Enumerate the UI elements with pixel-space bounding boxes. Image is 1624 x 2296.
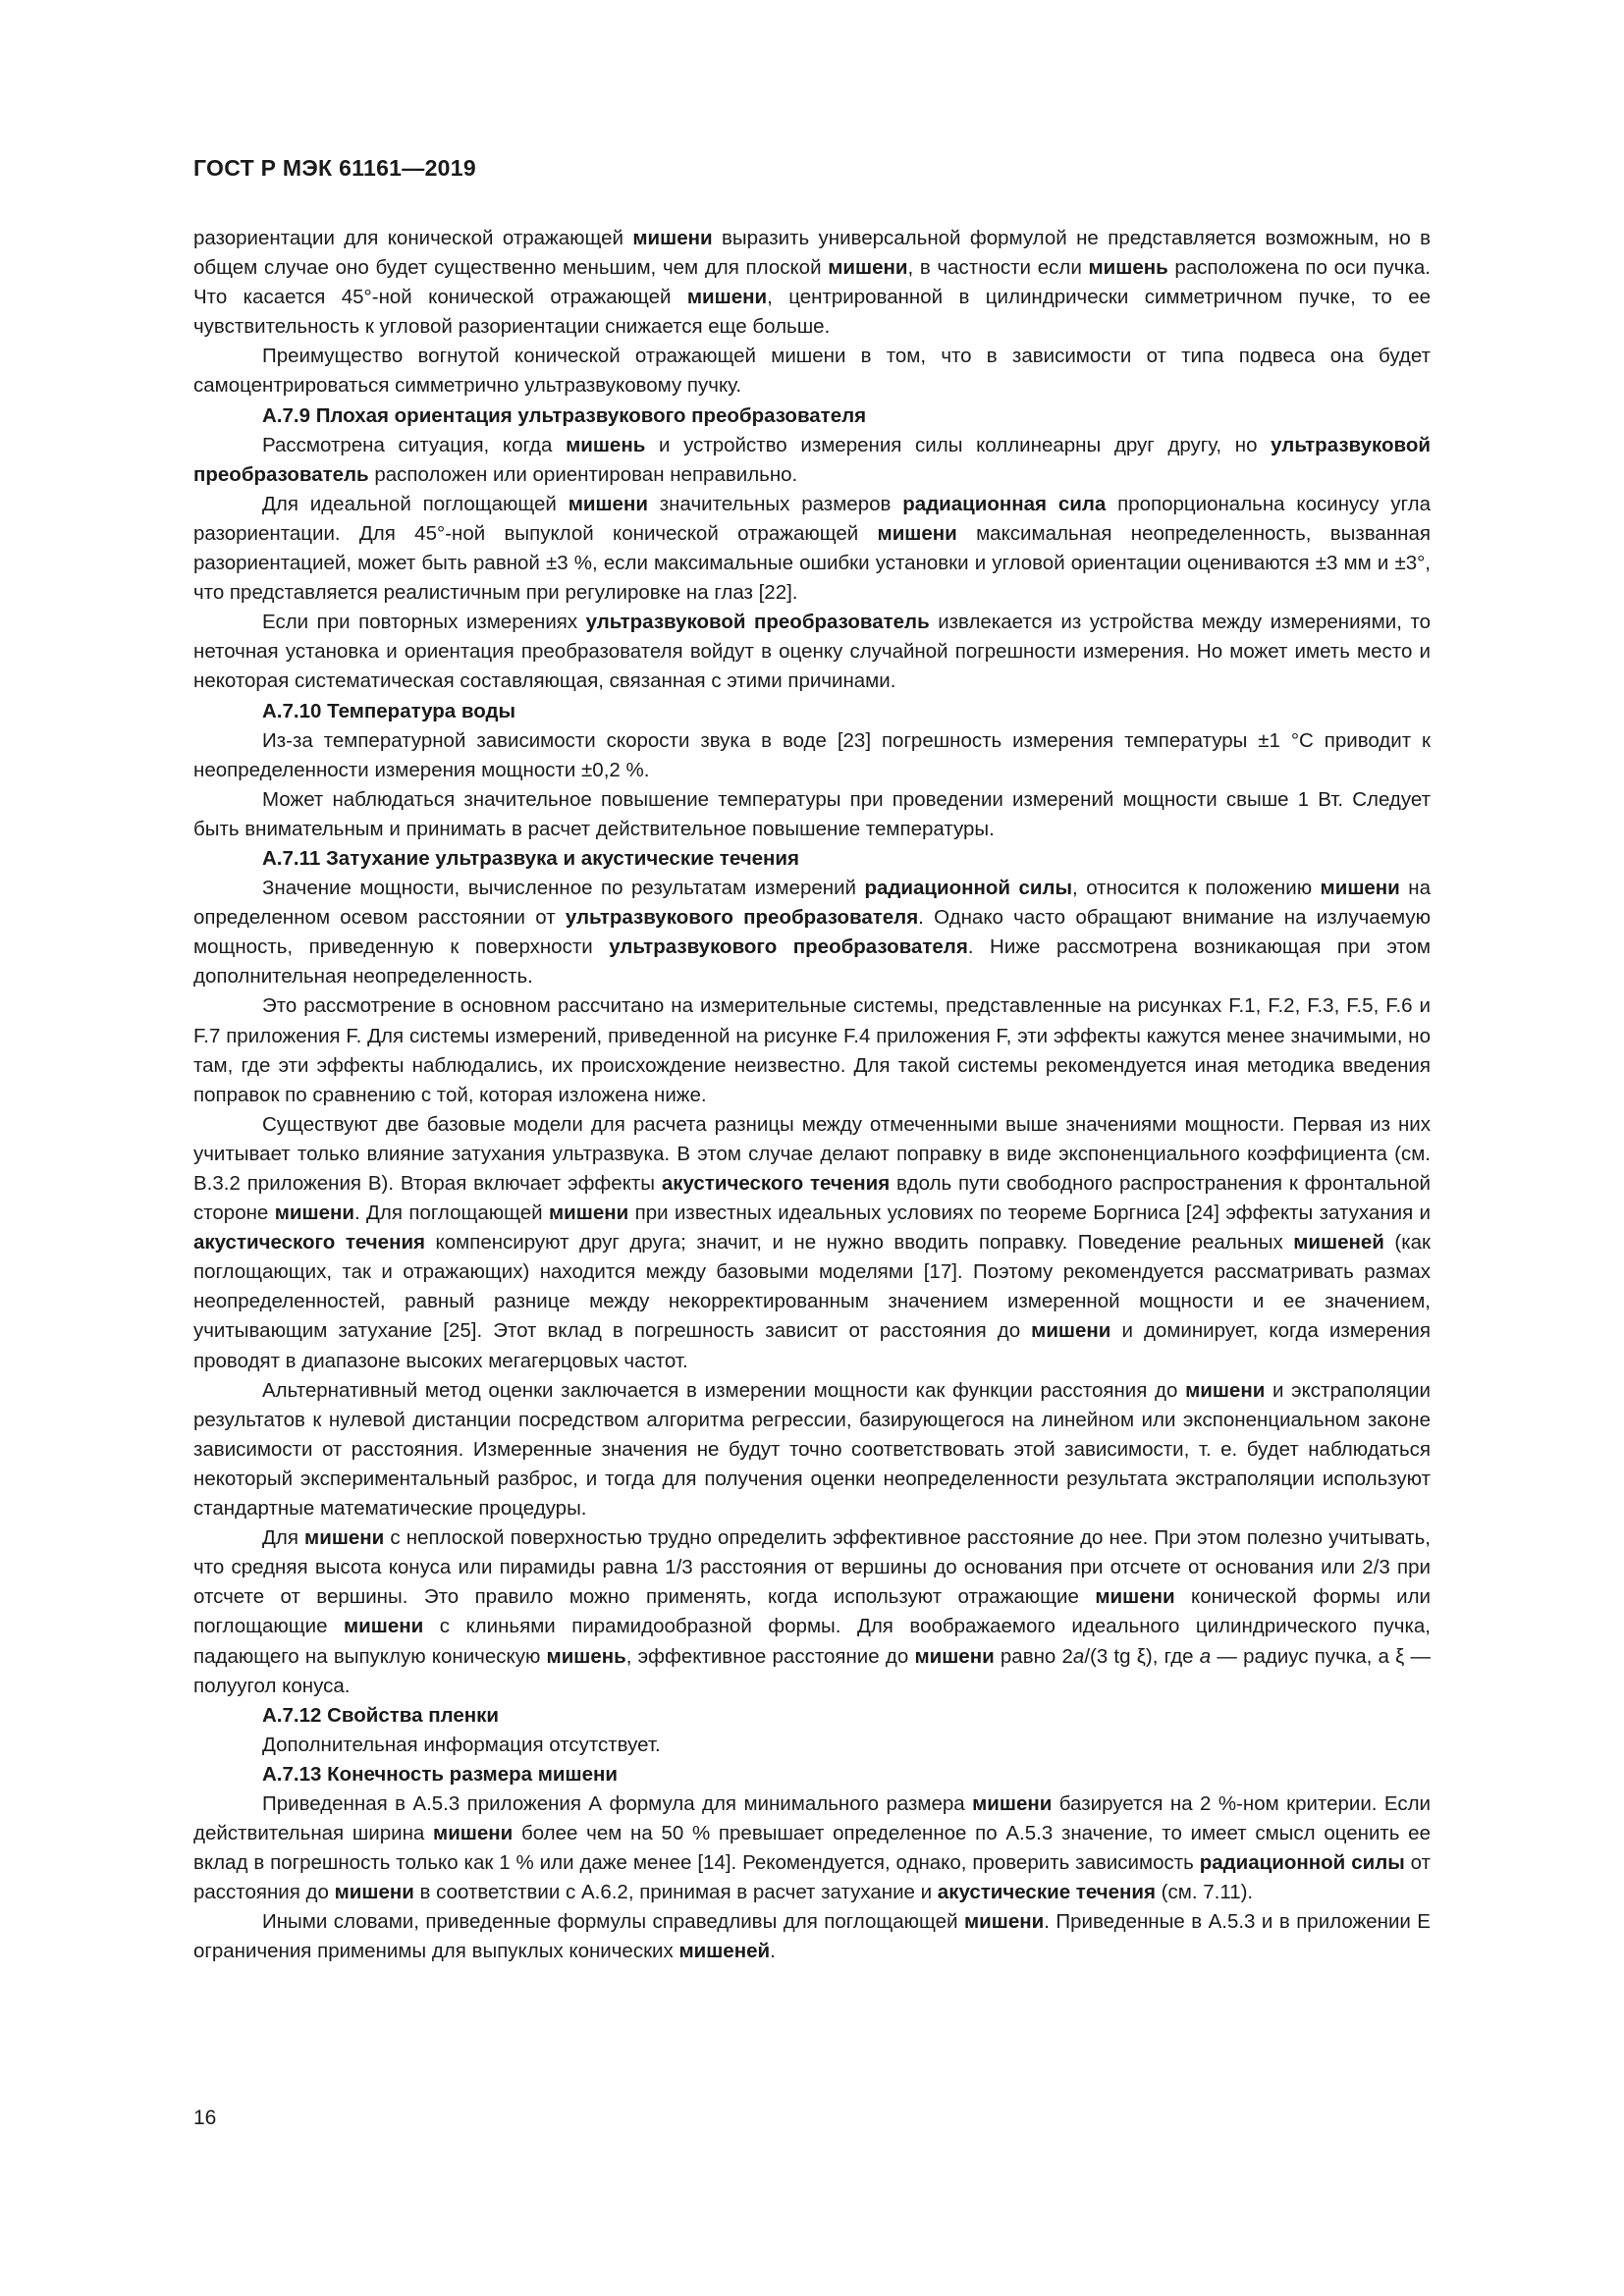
paragraph: разориентации для конической отражающей мишени выразить универсальной формулой не представляется возможным, но в общем случае оно будет существенно меньшим, чем для плоской мишени, в частности если мишень расположена по оси пучка. Что касается 45°-ной конической отражающей мишени, центрированной в цилиндрически симметричном пучке, то ее чувствительность к угловой разориентации снижается еще больше.: [193, 227, 1431, 339]
section-heading: А.7.13 Конечность размера мишени: [262, 1762, 618, 1786]
document-body: [193, 224, 1431, 1967]
paragraph: Значение мощности, вычисленное по результатам измерений радиационной силы, относится к положению мишени на определенном осевом расстоянии от ультразвукового преобразователя. Однако часто обращают внимание на излучаемую мощность, приведенную к поверхности ультразвукового преобразователя. Ниже рассмотрена возникающая при этом дополнительная неопределенность.: [193, 877, 1431, 988]
paragraph: Это рассмотрение в основном рассчитано на измерительные системы, представленные на рисунках F.1, F.2, F.3, F.5, F.6 и F.7 приложения F. Для системы измерений, приведенной на рисунке F.4 приложения F, эти эффекты кажутся менее значимыми, но там, где эти эффекты наблюдались, их происхождение неизвестно. Для такой системы рекомендуется иная методика введения поправок по сравнению с той, которая изложена ниже.: [193, 994, 1431, 1106]
paragraph: Рассмотрена ситуация, когда мишень и устройство измерения силы коллинеарны друг другу, но ультразвуковой преобразователь расположен или ориентирован неправильно.: [193, 433, 1431, 486]
paragraph: Для мишени с неплоской поверхностью трудно определить эффективное расстояние до нее. При этом полезно учитывать, что средняя высота конуса или пирамиды равна 1/3 расстояния от вершины до основания при отсчете от основания или 2/3 при отсчете от вершины. Это правило можно применять, когда используют отражающие мишени конической формы или поглощающие мишени с клиньями пирамидообразной формы. Для воображаемого идеального цилиндрического пучка, падающего на выпуклую коническую мишень, эффективное расстояние до мишени равно 2a/(3 tg ξ), где a — радиус пучка, а ξ — полуугол конуса.: [193, 1526, 1432, 1697]
section-heading: А.7.10 Температура воды: [262, 699, 516, 722]
section-heading: А.7.12 Свойства пленки: [262, 1703, 500, 1727]
paragraph: Приведенная в А.5.3 приложения А формула для минимального размера мишени базируется на 2 %-ном критерии. Если действительная ширина мишени более чем на 50 % превышает определенное по А.5.3 значение, то имеет смысл оценить ее вклад в погрешность только как 1 % или даже менее [14]. Рекомендуется, однако, проверить зависимость радиационной силы от расстояния до мишени в соответствии с А.6.2, принимая в расчет затухание и акустические течения (см. 7.11).: [193, 1791, 1431, 1904]
paragraph: Из-за температурной зависимости скорости звука в воде [23] погрешность измерения температуры ±1 °С приводит к неопределенности измерения мощности ±0,2 %.: [193, 728, 1431, 781]
paragraph: Если при повторных измерениях ультразвуковой преобразователь извлекается из устройства между измерениями, то неточная установка и ориентация преобразователя войдут в оценку случайной погрешности измерения. Но может иметь место и некоторая систематическая составляющая, связанная с этими причинами.: [193, 611, 1431, 693]
page-header-standard-id: ГОСТ Р МЭК 61161—2019: [193, 155, 476, 181]
paragraph: Для идеальной поглощающей мишени значительных размеров радиационная сила пропорциональна косинусу угла разориентации. Для 45°-ной выпуклой конической отражающей мишени максимальная неопределенность, вызванная разориентацией, может быть равной ±3 %, если максимальные ошибки установки и угловой ориентации оцениваются ±3 мм и ±3°, что представляется реалистичным при регулировке на глаз [22].: [193, 492, 1432, 605]
section-heading: А.7.9 Плохая ориентация ультразвукового преобразователя: [262, 403, 867, 427]
paragraph: Может наблюдаться значительное повышение температуры при проведении измерений мощности свыше 1 Вт. Следует быть внимательным и принимать в расчет действительное повышение температуры.: [193, 787, 1431, 840]
paragraph: Иными словами, приведенные формулы справедливы для поглощающей мишени. Приведенные в А.5.3 и в приложении Е ограничения применимы для выпуклых конических мишеней.: [193, 1910, 1431, 1963]
page-number: 16: [193, 2107, 217, 2129]
paragraph: Существуют две базовые модели для расчета разницы между отмеченными выше значениями мощности. Первая из них учитывает только влияние затухания ультразвука. В этом случае делают поправку в виде экспоненциального коэффициента (см. В.3.2 приложения В). Вторая включает эффекты акустического течения вдоль пути свободного распространения к фронтальной стороне мишени. Для поглощающей мишени при известных идеальных условиях по теореме Боргниса [24] эффекты затухания и акустического течения компенсируют друг друга; значит, и не нужно вводить поправку. Поведение реальных мишеней (как поглощающих, так и отражающих) находится между базовыми моделями [17]. Поэтому рекомендуется рассматривать размах неопределенностей, равный разнице между некорректированным значением измеренной мощности и ее значением, учитывающим затухание [25]. Этот вклад в погрешность зависит от расстояния до мишени и доминирует, когда измерения проводят в диапазоне высоких мегагерцовых частот.: [193, 1112, 1431, 1372]
paragraph: Альтернативный метод оценки заключается в измерении мощности как функции расстояния до мишени и экстраполяции результатов к нулевой дистанции посредством алгоритма регрессии, базирующегося на линейном или экспоненциальном законе зависимости от расстояния. Измеренные значения не будут точно соответствовать этой зависимости, т. е. будет наблюдаться некоторый экспериментальный разброс, и тогда для получения оценки неопределенности результата экстраполяции используют стандартные математические процедуры.: [193, 1378, 1432, 1521]
paragraph: Преимущество вогнутой конической отражающей мишени в том, что в зависимости от типа подвеса она будет самоцентрироваться симметрично ультразвуковому пучку.: [193, 345, 1431, 398]
section-heading: А.7.11 Затухание ультразвука и акустические течения: [262, 846, 799, 870]
paragraph: Дополнительная информация отсутствует.: [262, 1733, 661, 1756]
